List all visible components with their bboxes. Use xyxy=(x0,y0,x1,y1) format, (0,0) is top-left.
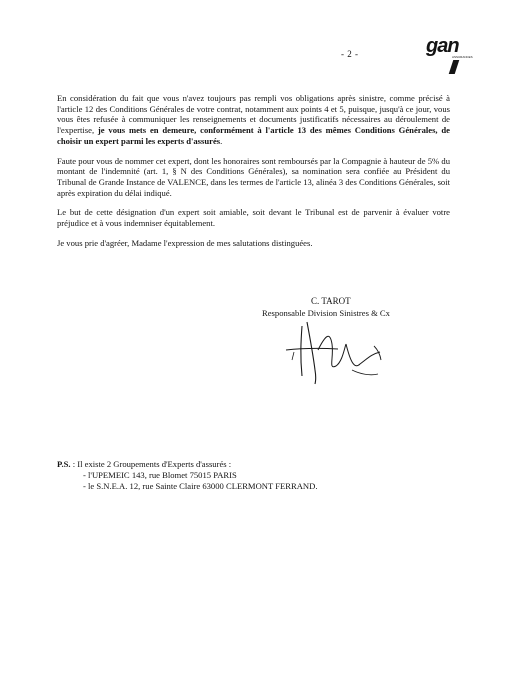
postscript-intro-text: : Il existe 2 Groupements d'Experts d'assurés : xyxy=(70,459,232,469)
paragraph-1-bold: je vous mets en demeure, conformément à l'article 13 des mêmes Conditions Générales, de choisir un expert parmi les experts d'assurés xyxy=(57,125,450,146)
letter-body xyxy=(57,93,450,257)
logo-bar-icon xyxy=(449,60,460,74)
postscript-item: - l'UPEMEIC 143, rue Blomet 75015 PARIS xyxy=(83,469,237,480)
paragraph-expert-fees: Faute pour vous de nommer cet expert, dont les honoraires sont remboursés par la Compagnie à hauteur de 5% du montant de l'indemnité (art. 1, § N des Conditions Générales), sa nomination sera confiée au Président du Tribunal de Grande Instance de VALENCE, dans les termes de l'article 13, alinéa 3 des Conditions Générales, soit après expiration du délai indiqué. xyxy=(57,155,450,198)
paragraph-purpose: Le but de cette désignation d'un expert soit amiable, soit devant le Tribunal est de parvenir à évaluer votre préjudice et à vous indemniser équitablement. xyxy=(57,207,450,229)
postscript xyxy=(57,459,317,491)
postscript-intro xyxy=(57,459,317,470)
paragraph-1-text: En considération du fait que vous n'avez toujours pas rempli vos obligations après sinistre, comme précisé à l'article 12 des Conditions Générales de votre contrat, notamment aux points 4 et 5, puisque, jusqu'à ce jour, vous vous êtes refusée à communiquer les renseignements et documents justificatifs nécessaires au déroulement de l'expertise, xyxy=(57,93,450,136)
paragraph-formal-notice xyxy=(57,93,450,147)
postscript-label: P.S. xyxy=(57,459,71,469)
paragraph-closing: Je vous prie d'agréer, Madame l'expression de mes salutations distinguées. xyxy=(57,237,313,248)
logo-wordmark: gan xyxy=(426,35,459,57)
page-number: - 2 - xyxy=(341,49,359,59)
signatory-name: C. TAROT xyxy=(311,296,351,306)
gan-logo xyxy=(424,35,473,74)
signatory-title: Responsable Division Sinistres & Cx xyxy=(262,308,390,318)
paragraph-1-end: . xyxy=(220,135,223,146)
postscript-item: - le S.N.E.A. 12, rue Sainte Claire 63000 CLERMONT FERRAND. xyxy=(83,480,318,491)
logo-subtext: ASSURANCES xyxy=(452,55,473,59)
